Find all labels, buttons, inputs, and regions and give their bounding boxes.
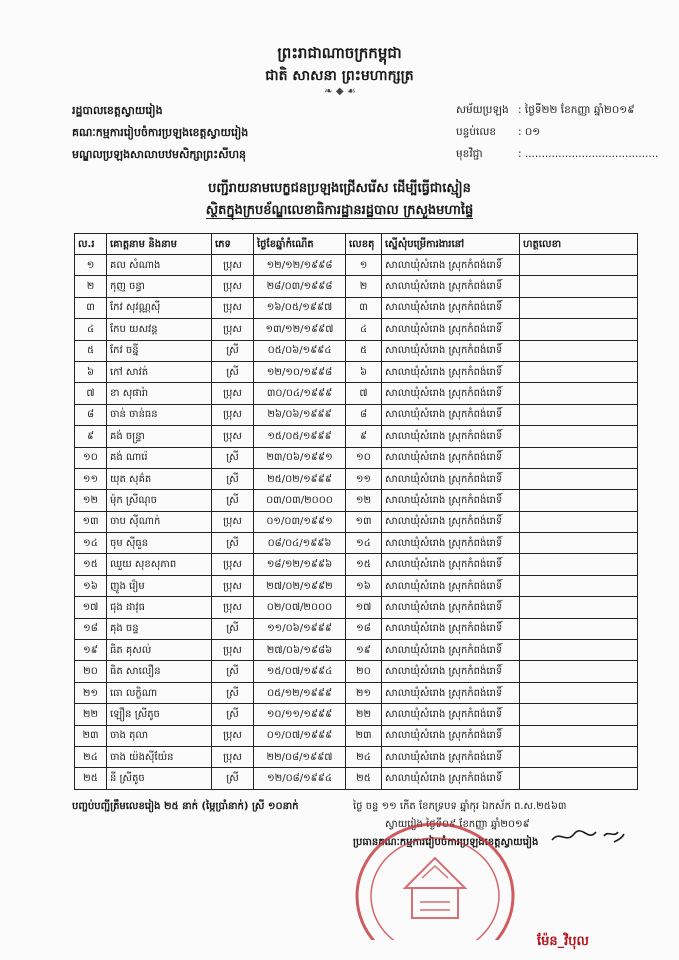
cell-desk: ៧ — [346, 383, 382, 404]
cell-sex: ប្រុស — [212, 554, 254, 575]
cell-signature — [520, 640, 638, 661]
table-row — [75, 661, 638, 682]
cell-dob: ០១/០៣/១៩៩១ — [254, 511, 346, 532]
col-header-workplace: ស្នើសុំបម្រើការងារនៅ — [382, 234, 520, 255]
cell-signature — [520, 682, 638, 703]
cell-sex: ប្រុស — [212, 746, 254, 767]
cell-name: ខា សុផារ៉ា — [107, 383, 212, 404]
col-header-signature: ហត្ថលេខា — [520, 234, 638, 255]
document-title: បញ្ជីរាយនាមបេក្ខជនប្រឡងជ្រើសរើស ដើម្បីធ្វើជាស្មៀន — [208, 181, 471, 196]
table-row — [75, 468, 638, 489]
cell-workplace: សាលាឃុំសំរោង ស្រុកកំពង់រោទិ៍ — [382, 725, 520, 746]
cell-desk: ១២ — [346, 490, 382, 511]
cell-name: កុញ ចន្ធា — [107, 276, 212, 297]
cell-no: ២ — [75, 276, 107, 297]
committee-name: គណៈកម្មការរៀបចំការប្រឡងខេត្តស្វាយរៀង — [72, 126, 249, 139]
cell-no: ៩ — [75, 426, 107, 447]
room-number-label: បន្ទប់លេខ — [456, 126, 496, 138]
cell-sex: ប្រុស — [212, 276, 254, 297]
cell-name: គល សំណាង — [107, 255, 212, 276]
official-seal-stamp — [350, 818, 520, 940]
cell-name: គុង ចន្ទ — [107, 618, 212, 639]
cell-workplace: សាលាឃុំសំរោង ស្រុកកំពង់រោទិ៍ — [382, 404, 520, 425]
cell-signature — [520, 746, 638, 767]
cell-signature — [520, 768, 638, 789]
cell-no: ១៤ — [75, 533, 107, 554]
cell-name: ចុម ស៊ីធួន — [107, 533, 212, 554]
cell-desk: ១០ — [346, 447, 382, 468]
table-row — [75, 533, 638, 554]
cell-desk: ២៣ — [346, 725, 382, 746]
cell-dob: ១១/០៦/១៩៩៩ — [254, 618, 346, 639]
cell-dob: ១៣/១២/១៩៩៧ — [254, 319, 346, 340]
cell-workplace: សាលាឃុំសំរោង ស្រុកកំពង់រោទិ៍ — [382, 768, 520, 789]
cell-no: ២៣ — [75, 725, 107, 746]
cell-dob: ២៧/០៦/១៩៨៦ — [254, 640, 346, 661]
cell-dob: ១២/០៨/១៩៩៤ — [254, 768, 346, 789]
cell-workplace: សាលាឃុំសំរោង ស្រុកកំពង់រោទិ៍ — [382, 746, 520, 767]
decorative-divider: ❧ ◆ ☙ — [324, 86, 356, 97]
cell-workplace: សាលាឃុំសំរោង ស្រុកកំពង់រោទិ៍ — [382, 682, 520, 703]
cell-name: គង់ ណារ៉េ — [107, 447, 212, 468]
cell-dob: ៣០/០៤/១៩៩៩ — [254, 383, 346, 404]
cell-dob: ០៥/០៦/១៩៩៤ — [254, 340, 346, 361]
cell-workplace: សាលាឃុំសំរោង ស្រុកកំពង់រោទិ៍ — [382, 297, 520, 318]
candidate-table — [74, 233, 638, 790]
cell-name: កែវ សុវណ្ណស៊ី — [107, 297, 212, 318]
admin-name: រដ្ឋបាលខេត្តស្វាយរៀង — [72, 104, 163, 117]
cell-sex: ប្រុស — [212, 297, 254, 318]
cell-signature — [520, 297, 638, 318]
cell-name: កៅ សាវត់ — [107, 361, 212, 382]
cell-dob: ០១/០៧/១៩៩៩ — [254, 725, 346, 746]
cell-desk: ១៥ — [346, 554, 382, 575]
cell-name: ធិត សាលឿន — [107, 661, 212, 682]
cell-desk: ១៨ — [346, 618, 382, 639]
table-row — [75, 597, 638, 618]
cell-no: ១២ — [75, 490, 107, 511]
cell-no: ១៦ — [75, 575, 107, 596]
table-row — [75, 276, 638, 297]
table-row — [75, 340, 638, 361]
cell-desk: ២២ — [346, 704, 382, 725]
cell-signature — [520, 661, 638, 682]
cell-no: ១ — [75, 255, 107, 276]
cell-workplace: សាលាឃុំសំរោង ស្រុកកំពង់រោទិ៍ — [382, 361, 520, 382]
col-header-name: គោត្តនាម និងនាម — [107, 234, 212, 255]
cell-desk: ១៣ — [346, 511, 382, 532]
table-row — [75, 297, 638, 318]
cell-signature — [520, 597, 638, 618]
table-row — [75, 404, 638, 425]
cell-desk: ២៤ — [346, 746, 382, 767]
table-header-row — [75, 234, 638, 255]
cell-sex: ប្រុស — [212, 255, 254, 276]
cell-workplace: សាលាឃុំសំរោង ស្រុកកំពង់រោទិ៍ — [382, 276, 520, 297]
cell-dob: ២៧/០២/១៩៩២ — [254, 575, 346, 596]
cell-workplace: សាលាឃុំសំរោង ស្រុកកំពង់រោទិ៍ — [382, 554, 520, 575]
table-row — [75, 640, 638, 661]
table-row — [75, 255, 638, 276]
table-row — [75, 554, 638, 575]
cell-signature — [520, 255, 638, 276]
exam-session-label: សម័យប្រឡង — [456, 104, 509, 116]
cell-sex: ស្រី — [212, 447, 254, 468]
cell-dob: ១៦/០៥/១៩៩៧ — [254, 297, 346, 318]
cell-signature — [520, 426, 638, 447]
cell-signature — [520, 468, 638, 489]
cell-name: កែប យសវន្ត — [107, 319, 212, 340]
cell-dob: ២៥/០២/១៩៩៩ — [254, 468, 346, 489]
cell-signature — [520, 575, 638, 596]
cell-workplace: សាលាឃុំសំរោង ស្រុកកំពង់រោទិ៍ — [382, 640, 520, 661]
exam-center-name: មណ្ឌលប្រឡងសាលាបឋមសិក្សាព្រះសីហនុ — [72, 148, 247, 161]
cell-name: ចាង តុលា — [107, 725, 212, 746]
cell-dob: ០២/០៧/២០០០ — [254, 597, 346, 618]
cell-desk: ១៧ — [346, 597, 382, 618]
table-row — [75, 511, 638, 532]
cell-desk: ១៩ — [346, 640, 382, 661]
cell-dob: ០៣/០៣/២០០០ — [254, 490, 346, 511]
table-row — [75, 704, 638, 725]
table-row — [75, 746, 638, 767]
cell-dob: ១២/១២/១៩៩៨ — [254, 255, 346, 276]
cell-sex: ស្រី — [212, 704, 254, 725]
cell-desk: ៤ — [346, 319, 382, 340]
cell-no: ២២ — [75, 704, 107, 725]
subject-value: : ........................................ — [518, 148, 659, 160]
table-row — [75, 725, 638, 746]
cell-signature — [520, 725, 638, 746]
cell-dob: ១៨/១២/១៩៩៦ — [254, 554, 346, 575]
cell-no: ១៥ — [75, 554, 107, 575]
col-header-no: ល.រ — [75, 234, 107, 255]
cell-desk: ៩ — [346, 426, 382, 447]
cell-sex: ស្រី — [212, 490, 254, 511]
cell-workplace: សាលាឃុំសំរោង ស្រុកកំពង់រោទិ៍ — [382, 661, 520, 682]
cell-sex: ស្រី — [212, 468, 254, 489]
cell-no: ៥ — [75, 340, 107, 361]
cell-sex: ប្រុស — [212, 383, 254, 404]
cell-no: ១៨ — [75, 618, 107, 639]
cell-desk: ២១ — [346, 682, 382, 703]
cell-name: ឡឿន ស្រីតូច — [107, 704, 212, 725]
cell-no: ១០ — [75, 447, 107, 468]
cell-workplace: សាលាឃុំសំរោង ស្រុកកំពង់រោទិ៍ — [382, 575, 520, 596]
summary-note: បញ្ចប់បញ្ជីត្រឹមលេខរៀង ២៥ នាក់ (ម្ភៃប្រាំនាក់) ស្រី ១០នាក់ — [72, 801, 299, 812]
cell-signature — [520, 511, 638, 532]
cell-no: ១៩ — [75, 640, 107, 661]
cell-signature — [520, 319, 638, 340]
cell-workplace: សាលាឃុំសំរោង ស្រុកកំពង់រោទិ៍ — [382, 426, 520, 447]
cell-no: ២១ — [75, 682, 107, 703]
cell-sex: ស្រី — [212, 661, 254, 682]
cell-no: ៦ — [75, 361, 107, 382]
col-header-dob: ថ្ងៃខែឆ្នាំកំណើត — [254, 234, 346, 255]
cell-workplace: សាលាឃុំសំរោង ស្រុកកំពង់រោទិ៍ — [382, 468, 520, 489]
cell-name: គង់ ចន្ទ្រា — [107, 426, 212, 447]
cell-workplace: សាលាឃុំសំរោង ស្រុកកំពង់រោទិ៍ — [382, 533, 520, 554]
col-header-sex: ភេទ — [212, 234, 254, 255]
table-row — [75, 361, 638, 382]
cell-workplace: សាលាឃុំសំរោង ស្រុកកំពង់រោទិ៍ — [382, 618, 520, 639]
signatory-title: ប្រធានគណៈកម្មការរៀបចំការប្រឡងខេត្តស្វាយរៀង — [353, 837, 539, 848]
cell-workplace: សាលាឃុំសំរោង ស្រុកកំពង់រោទិ៍ — [382, 704, 520, 725]
cell-name: ម៉ុក ស្រីណុច — [107, 490, 212, 511]
cell-name: ឈួយ សុខសុភាព — [107, 554, 212, 575]
cell-no: ១១ — [75, 468, 107, 489]
cell-sex: ប្រុស — [212, 511, 254, 532]
cell-sex: ស្រី — [212, 682, 254, 703]
subject — [456, 148, 659, 163]
cell-desk: ១ — [346, 255, 382, 276]
cell-signature — [520, 340, 638, 361]
room-number — [456, 126, 541, 141]
lunar-date: ថ្ងៃ ចន្ទ ១១ កើត ខែភទ្របទ ឆ្នាំកុរ ឯកស័ក ព.ស.២៥៦៣ — [353, 801, 567, 812]
cell-name: នី ស្រីតូច — [107, 768, 212, 789]
cell-signature — [520, 554, 638, 575]
cell-name: យុត សុគ៌ត — [107, 468, 212, 489]
cell-no: ១៣ — [75, 511, 107, 532]
table-row — [75, 575, 638, 596]
signer-name: ម៉ែន_វិបុល — [537, 934, 589, 949]
cell-no: ២០ — [75, 661, 107, 682]
cell-signature — [520, 361, 638, 382]
table-row — [75, 618, 638, 639]
cell-name: ចាន់ ចាន់ធន — [107, 404, 212, 425]
exam-session-value: : ថ្ងៃទី២២ ខែកញ្ញា ឆ្នាំ២០១៩ — [518, 104, 635, 116]
cell-workplace: សាលាឃុំសំរោង ស្រុកកំពង់រោទិ៍ — [382, 383, 520, 404]
cell-workplace: សាលាឃុំសំរោង ស្រុកកំពង់រោទិ៍ — [382, 511, 520, 532]
cell-sex: ស្រី — [212, 361, 254, 382]
cell-sex: ប្រុស — [212, 319, 254, 340]
cell-dob: ១៥/០៧/១៩៩៤ — [254, 661, 346, 682]
table-row — [75, 768, 638, 789]
cell-name: ធោ លក្ខិណា — [107, 682, 212, 703]
cell-desk: ២៥ — [346, 768, 382, 789]
cell-name: ញូង រ៉ៀម — [107, 575, 212, 596]
cell-desk: ៨ — [346, 404, 382, 425]
cell-signature — [520, 404, 638, 425]
cell-workplace: សាលាឃុំសំរោង ស្រុកកំពង់រោទិ៍ — [382, 447, 520, 468]
cell-sex: ស្រី — [212, 340, 254, 361]
cell-sex: ស្រី — [212, 533, 254, 554]
cell-signature — [520, 533, 638, 554]
cell-dob: ២៣/០៦/១៩៩១ — [254, 447, 346, 468]
cell-no: ២៥ — [75, 768, 107, 789]
cell-sex: ប្រុស — [212, 597, 254, 618]
cell-dob: ០៥/១២/១៩៩៩ — [254, 682, 346, 703]
cell-no: ៧ — [75, 383, 107, 404]
cell-dob: ២៨/០៣/១៩៩៨ — [254, 276, 346, 297]
room-number-value: : ០១ — [518, 126, 541, 138]
cell-desk: ៦ — [346, 361, 382, 382]
cell-desk: ១៦ — [346, 575, 382, 596]
table-row — [75, 447, 638, 468]
cell-dob: ១០/១១/១៩៩៩ — [254, 704, 346, 725]
table-row — [75, 490, 638, 511]
cell-dob: ២២/០៨/១៩៩៧ — [254, 746, 346, 767]
cell-dob: ១២/១០/១៩៩៨ — [254, 361, 346, 382]
cell-sex: ប្រុស — [212, 575, 254, 596]
place-date: ស្វាយរៀង ថ្ងៃទី០៩ ខែកញ្ញា ឆ្នាំ២០១៩ — [385, 819, 530, 830]
cell-signature — [520, 618, 638, 639]
cell-no: ៤ — [75, 319, 107, 340]
motto-heading: ជាតិ សាសនា ព្រះមហាក្សត្រ — [265, 68, 414, 84]
cell-no: ១៧ — [75, 597, 107, 618]
handwritten-signature — [548, 826, 628, 846]
cell-signature — [520, 383, 638, 404]
cell-name: ធិត គុសល់ — [107, 640, 212, 661]
cell-desk: ១៤ — [346, 533, 382, 554]
table-row — [75, 383, 638, 404]
cell-name: ជុង ដាវុធ — [107, 597, 212, 618]
table-row — [75, 426, 638, 447]
cell-signature — [520, 704, 638, 725]
cell-desk: ១១ — [346, 468, 382, 489]
cell-no: ២៤ — [75, 746, 107, 767]
cell-signature — [520, 276, 638, 297]
document-subtitle — [0, 202, 679, 221]
cell-name: កែវ ចន្នី — [107, 340, 212, 361]
cell-sex: ប្រុស — [212, 404, 254, 425]
cell-dob: ២៦/០៦/១៩៩៩ — [254, 404, 346, 425]
subject-label: មុខវិជ្ជា — [456, 148, 483, 160]
table-row — [75, 319, 638, 340]
cell-no: ៨ — [75, 404, 107, 425]
cell-name: ចាង យ៉ងស៊ីយ៉ែន — [107, 746, 212, 767]
cell-dob: ០៨/០៤/១៩៩៦ — [254, 533, 346, 554]
exam-session — [456, 104, 635, 119]
cell-desk: ៣ — [346, 297, 382, 318]
cell-sex: ប្រុស — [212, 725, 254, 746]
cell-sex: ប្រុស — [212, 640, 254, 661]
cell-workplace: សាលាឃុំសំរោង ស្រុកកំពង់រោទិ៍ — [382, 319, 520, 340]
cell-desk: ៥ — [346, 340, 382, 361]
kingdom-heading: ព្រះរាជាណាចក្រកម្ពុជា — [277, 44, 402, 62]
cell-dob: ១៥/០៥/១៩៩៩ — [254, 426, 346, 447]
table-row — [75, 682, 638, 703]
cell-workplace: សាលាឃុំសំរោង ស្រុកកំពង់រោទិ៍ — [382, 597, 520, 618]
cell-workplace: សាលាឃុំសំរោង ស្រុកកំពង់រោទិ៍ — [382, 490, 520, 511]
cell-desk: ២០ — [346, 661, 382, 682]
cell-signature — [520, 447, 638, 468]
col-header-desk: លេខតុ — [346, 234, 382, 255]
cell-sex: ស្រី — [212, 768, 254, 789]
cell-name: ចាប ស៊ីណាក់ — [107, 511, 212, 532]
cell-no: ៣ — [75, 297, 107, 318]
cell-desk: ២ — [346, 276, 382, 297]
cell-workplace: សាលាឃុំសំរោង ស្រុកកំពង់រោទិ៍ — [382, 340, 520, 361]
cell-sex: ស្រី — [212, 618, 254, 639]
cell-signature — [520, 490, 638, 511]
cell-sex: ប្រុស — [212, 426, 254, 447]
document-subtitle-text: ស្ថិតក្នុងក្របខ័ណ្ឌលេខាធិការដ្ឋានរដ្ឋបាល ក្រសួងមហាផ្ទៃ — [205, 203, 474, 218]
cell-workplace: សាលាឃុំសំរោង ស្រុកកំពង់រោទិ៍ — [382, 255, 520, 276]
